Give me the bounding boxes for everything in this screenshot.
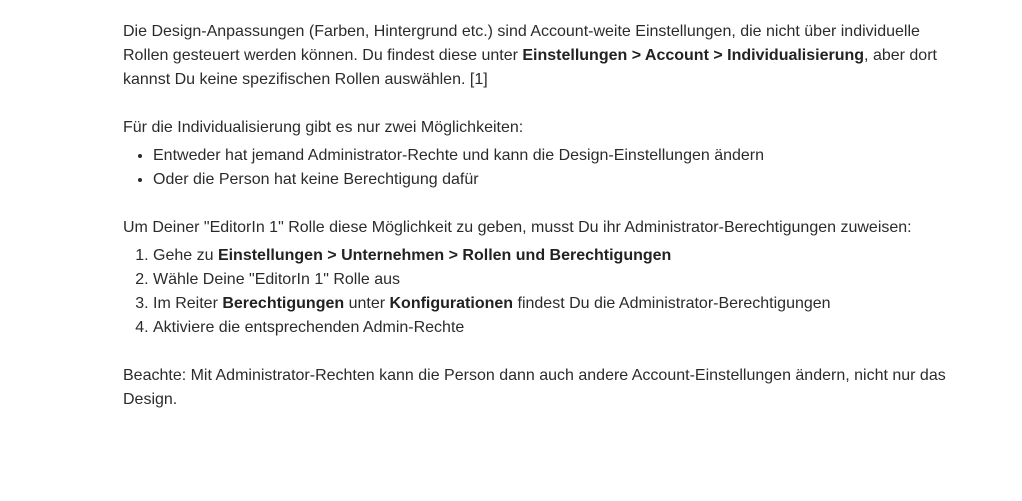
intro-paragraph — [123, 20, 953, 92]
step-2-text: Wähle Deine "EditorIn 1" Rolle aus — [153, 271, 401, 288]
tab-name-permissions: Berechtigungen — [222, 295, 345, 312]
step-1-text: Gehe zu — [153, 247, 218, 264]
steps-list — [123, 244, 953, 340]
step-4 — [153, 316, 953, 340]
list-item-option-2: • Oder die Person hat keine Berechtigung dafür — [153, 168, 953, 192]
step-3-text-c: findest Du die Administrator-Berechtigungen — [513, 295, 831, 312]
step-3 — [153, 292, 953, 316]
chat-message — [123, 10, 953, 412]
list-item-option-1: • Entweder hat jemand Administrator-Rechte und kann die Design-Einstellungen ändern — [153, 144, 953, 168]
options-heading: Für die Individualisierung gibt es nur zwei Möglichkeiten: — [123, 119, 524, 136]
options-list — [123, 144, 953, 192]
intro-text-start: Die Design-Anpassungen (Farben, Hintergrund etc.) sind Account-weite Einstellungen, die nicht über individuelle Rollen gesteuert werden können. Du findest diese unter — [123, 23, 920, 64]
step-3-text-a: Im Reiter — [153, 295, 223, 312]
section-name-configurations: Konfigurationen — [389, 295, 514, 312]
instructions-intro: Um Deiner "EditorIn 1" Rolle diese Möglichkeit zu geben, musst Du ihr Administrator-Berechtigungen zuweisen: — [123, 219, 912, 236]
settings-path-account: Einstellungen > Account > Individualisierung — [522, 47, 865, 64]
settings-path-roles: Einstellungen > Unternehmen > Rollen und Berechtigungen — [217, 247, 672, 264]
step-3-text-b: unter — [344, 295, 390, 312]
note-paragraph: Beachte: Mit Administrator-Rechten kann die Person dann auch andere Account-Einstellungen ändern, nicht nur das Design. — [123, 367, 946, 408]
step-1 — [153, 244, 953, 268]
step-2 — [153, 268, 953, 292]
step-4-text: Aktiviere die entsprechenden Admin-Rechte — [153, 319, 465, 336]
intro-text-end: , aber dort kannst Du keine spezifischen Rollen auswählen. [1] — [123, 47, 937, 88]
